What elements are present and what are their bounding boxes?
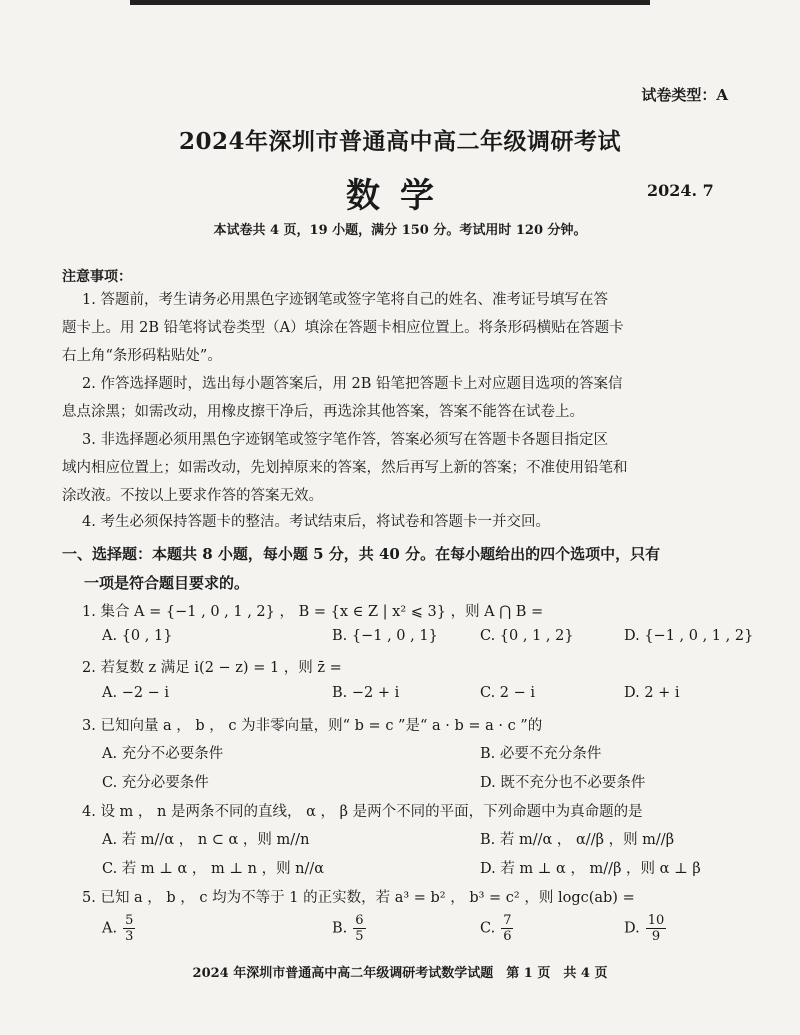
option-label: C. — [480, 920, 496, 937]
fraction — [501, 913, 513, 944]
option-label: A. — [102, 920, 118, 937]
question-5-option-c — [480, 913, 513, 944]
notice-line: 右上角“条形码粘贴处”。 — [62, 348, 222, 364]
question-2-option-c: C. 2 − i — [480, 685, 536, 701]
section-heading-line1: 一、选择题：本题共 8 小题，每小题 5 分，共 40 分。在每小题给出的四个选项中，只有 — [62, 545, 661, 563]
notice-line: 4. 考生必须保持答题卡的整洁。考试结束后，将试卷和答题卡一并交回。 — [82, 514, 550, 530]
notice-line: 3. 非选择题必须用黑色字迹钢笔或签字笔作答，答案必须写在答题卡各题目指定区 — [82, 432, 608, 448]
question-1-option-a: A. {0 , 1} — [102, 628, 173, 644]
fraction-numerator: 10 — [647, 913, 665, 928]
fraction-numerator: 6 — [355, 913, 364, 928]
question-4-option-d: D. 若 m ⊥ α ， m//β ，则 α ⊥ β — [480, 861, 701, 877]
fraction — [123, 913, 135, 944]
question-2-option-a: A. −2 − i — [102, 685, 170, 701]
notice-line: 1. 答题前，考生请务必用黑色字迹钢笔或签字笔将自己的姓名、准考证号填写在答 — [82, 292, 608, 308]
question-3-option-b: B. 必要不充分条件 — [480, 746, 602, 762]
paper-type: 试卷类型：A — [641, 86, 728, 104]
exam-summary: 本试卷共 4 页，19 小题，满分 150 分。考试用时 120 分钟。 — [213, 223, 587, 238]
fraction — [353, 913, 365, 944]
question-5-option-a — [102, 913, 135, 944]
question-4-option-a: A. 若 m//α ， n ⊂ α ，则 m//n — [102, 832, 310, 848]
question-3-stem: 3. 已知向量 a ， b ， c 为非零向量，则“ b = c ”是“ a · b = a · c ”的 — [82, 718, 543, 734]
fraction — [646, 913, 667, 944]
section-heading-line2: 一项是符合题目要求的。 — [84, 574, 250, 592]
question-1-stem: 1. 集合 A = {−1 , 0 , 1 , 2} ， B = {x ∈ Z | x² ⩽ 3} ，则 A ⋂ B = — [82, 604, 544, 620]
question-4-option-c: C. 若 m ⊥ α ， m ⊥ n ，则 n//α — [102, 861, 325, 877]
scan-edge — [130, 0, 650, 5]
question-3-option-d: D. 既不充分也不必要条件 — [480, 775, 646, 791]
question-1-option-d: D. {−1 , 0 , 1 , 2} — [624, 628, 754, 644]
page-footer: 2024 年深圳市普通高中高二年级调研考试数学试题 第 1 页 共 4 页 — [192, 966, 608, 981]
fraction-denominator: 3 — [125, 929, 134, 944]
notice-line: 涂改液。不按以上要求作答的答案无效。 — [62, 488, 323, 504]
exam-title: 2024年深圳市普通高中高二年级调研考试 — [178, 128, 621, 155]
notice-line: 2. 作答选择题时，选出每小题答案后，用 2B 铅笔把答题卡上对应题目选项的答案信 — [82, 376, 623, 392]
section-heading — [62, 540, 660, 598]
question-5-option-d — [624, 913, 666, 944]
question-1-option-b: B. {−1 , 0 , 1} — [332, 628, 438, 644]
subject-title: 数学 — [346, 176, 454, 216]
option-label: D. — [624, 920, 640, 937]
question-4-option-b: B. 若 m//α ， α//β ，则 m//β — [480, 832, 675, 848]
fraction-numerator: 7 — [503, 913, 512, 928]
question-1-option-c: C. {0 , 1 , 2} — [480, 628, 574, 644]
question-3-option-a: A. 充分不必要条件 — [102, 746, 224, 762]
notice-line: 域内相应位置上；如需改动，先划掉原来的答案，然后再写上新的答案；不准使用铅笔和 — [62, 460, 628, 476]
question-2-option-b: B. −2 + i — [332, 685, 400, 701]
question-2-option-d: D. 2 + i — [624, 685, 680, 701]
fraction-denominator: 6 — [503, 929, 512, 944]
notice-title: 注意事项： — [62, 269, 132, 285]
option-label: B. — [332, 920, 348, 937]
question-5-option-b — [332, 913, 366, 944]
fraction-numerator: 5 — [125, 913, 134, 928]
notice-line: 题卡上。用 2B 铅笔将试卷类型（A）填涂在答题卡相应位置上。将条形码横贴在答题卡 — [62, 320, 624, 336]
exam-date: 2024. 7 — [647, 181, 714, 200]
notice-line: 息点涂黑；如需改动，用橡皮擦干净后，再选涂其他答案，答案不能答在试卷上。 — [62, 404, 584, 420]
fraction-denominator: 9 — [651, 929, 661, 944]
question-4-stem: 4. 设 m ， n 是两条不同的直线， α ， β 是两个不同的平面，下列命题中为真命题的是 — [82, 804, 643, 820]
fraction-denominator: 5 — [355, 929, 364, 944]
question-2-stem: 2. 若复数 z 满足 i(2 − z) = 1 ，则 z̄ = — [82, 660, 342, 676]
question-5-stem: 5. 已知 a ， b ， c 均为不等于 1 的正实数，若 a³ = b² ， b³ = c² ，则 logc(ab) = — [82, 890, 635, 906]
question-3-option-c: C. 充分必要条件 — [102, 775, 209, 791]
